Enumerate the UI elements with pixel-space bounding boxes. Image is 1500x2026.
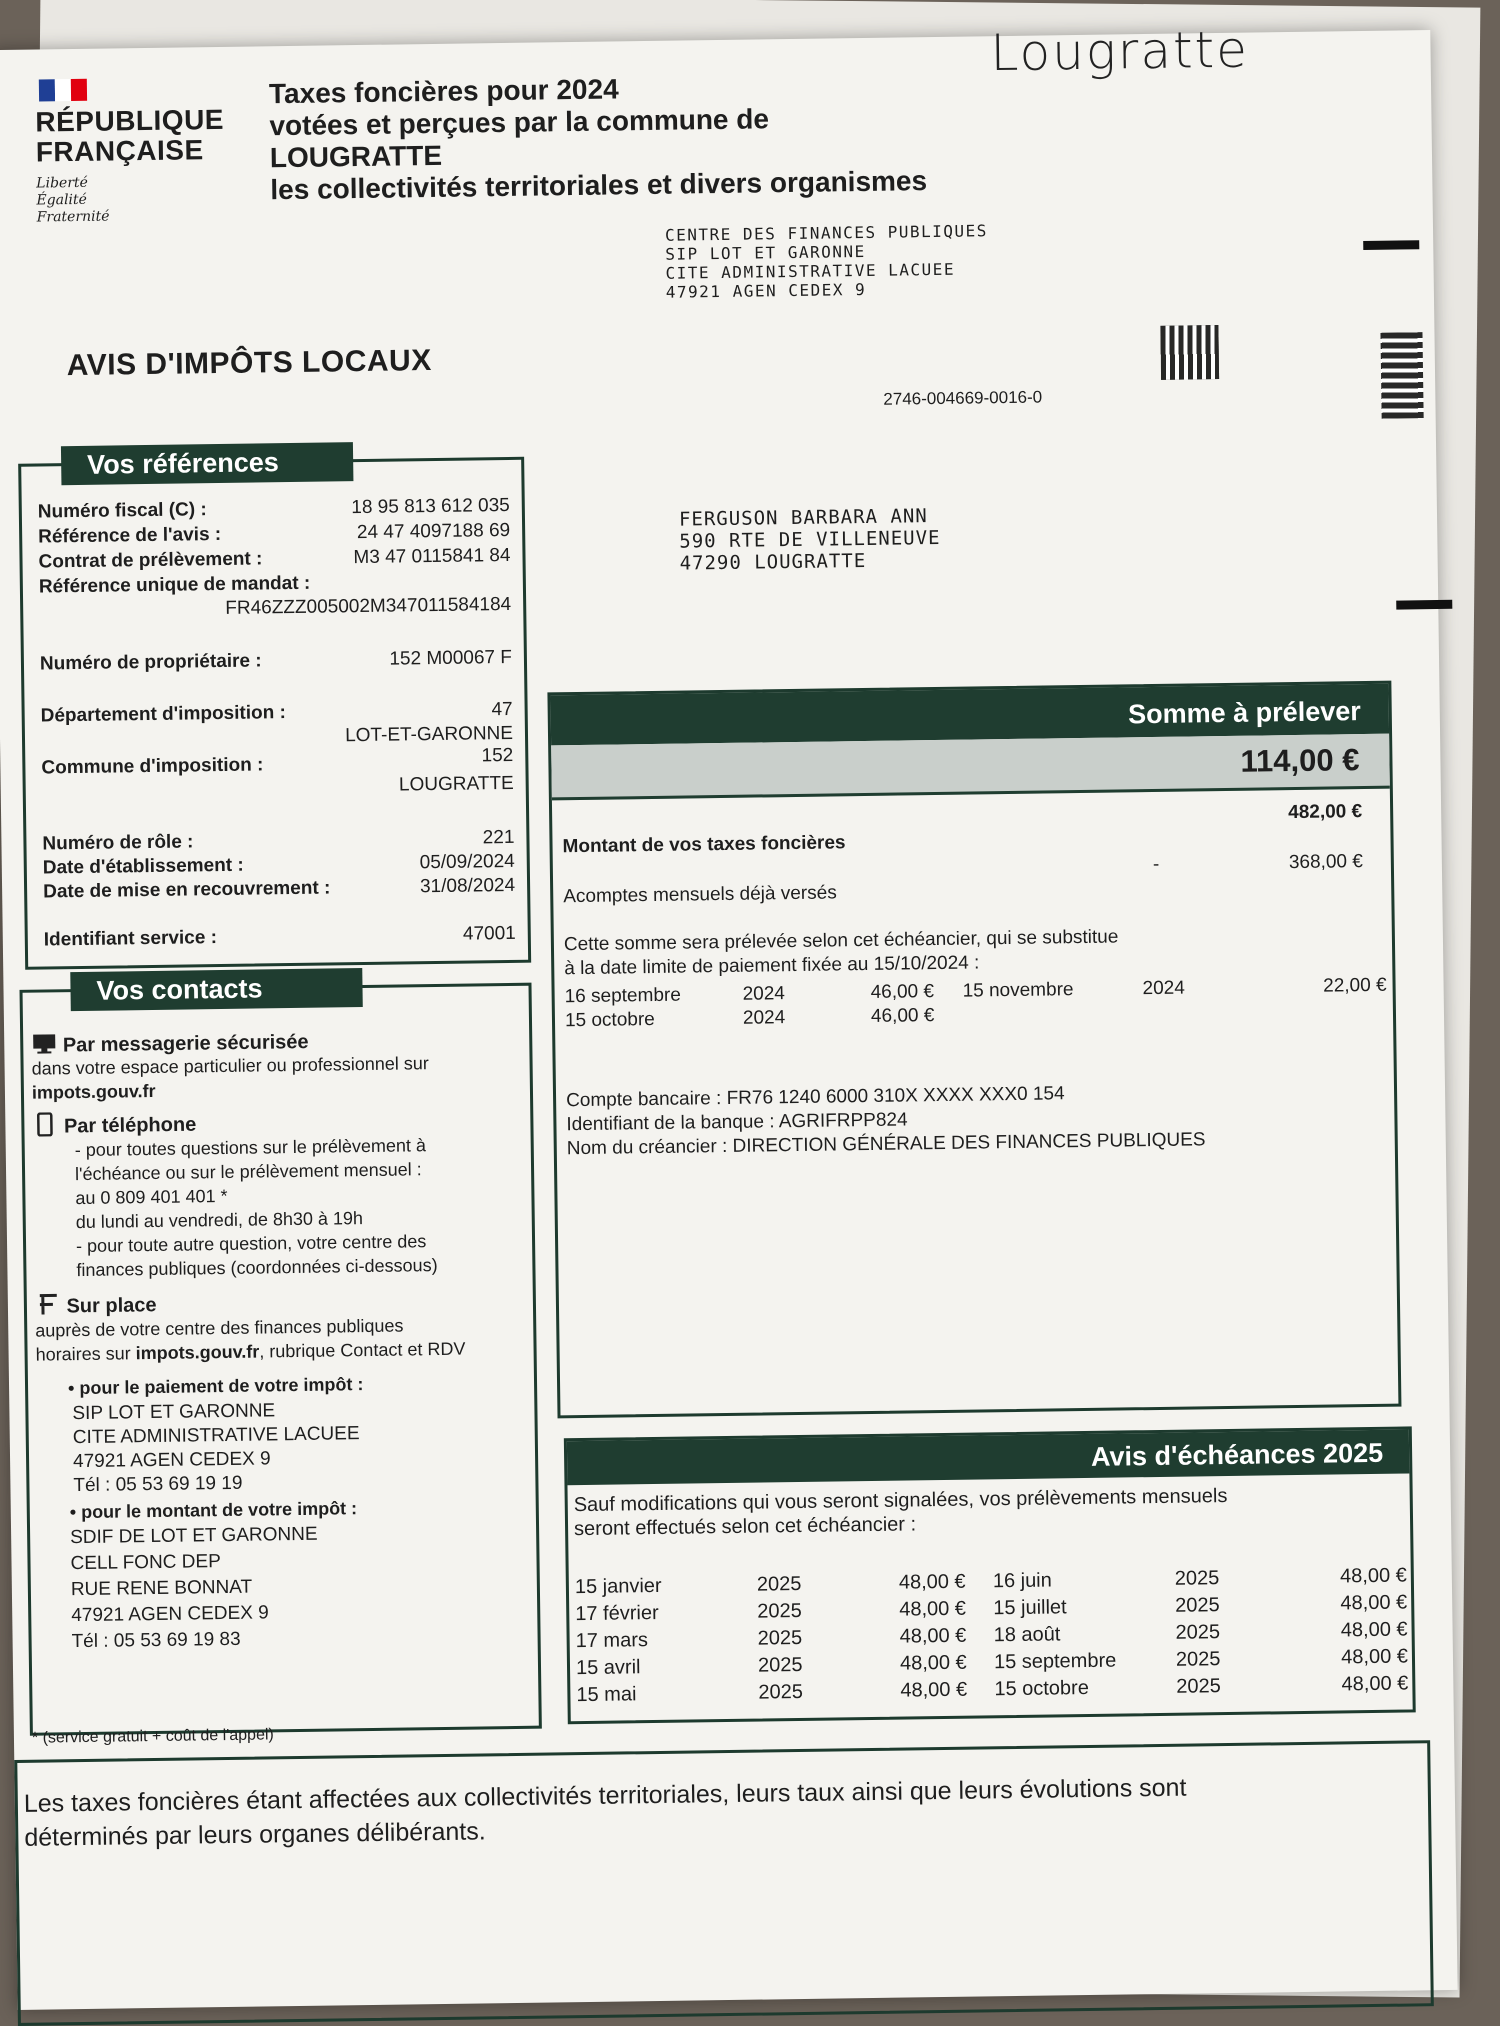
role-value: 221 [482, 826, 515, 849]
departement-label: Département d'imposition : [40, 702, 287, 727]
echeance-amount: 48,00 € [899, 1624, 967, 1648]
montant-line-1: SDIF DE LOT ET GARONNE [70, 1523, 318, 1549]
tax-notice-page [0, 20, 1458, 2010]
messagerie-heading: Par messagerie sécurisée [31, 1026, 517, 1061]
echeance-amount: 48,00 € [1341, 1645, 1409, 1669]
commune-label: Commune d'imposition : [41, 754, 264, 779]
service-value: 47001 [462, 922, 516, 945]
taxes-value: 482,00 € [1288, 801, 1363, 824]
montant-line-4: 47921 AGEN CEDEX 9 [71, 1602, 269, 1627]
minus-sign: - [1152, 853, 1160, 875]
echeances-title: Avis d'échéances 2025 [567, 1429, 1410, 1485]
sur-place-horaires: horaires sur impots.gouv.fr, rubrique Contact et RDV [35, 1338, 466, 1365]
document-heading: Taxes foncières pour 2024 votées et perçues par la commune de LOUGRATTE les collectivités territoriales et divers organismes [268, 73, 928, 206]
messagerie-text: dans votre espace particulier ou professionnel sur [31, 1053, 429, 1079]
etablissement-value: 05/09/2024 [419, 850, 515, 874]
mandat-label: Référence unique de mandat : [38, 572, 311, 598]
echeance-amount: 48,00 € [1340, 1618, 1408, 1642]
echeance-date: 15 janvier [574, 1574, 662, 1599]
printer-mark [1396, 600, 1452, 610]
montant-phone: Tél : 05 53 69 19 83 [71, 1628, 241, 1653]
numero-fiscal-label: Numéro fiscal (C) : [37, 499, 207, 523]
printer-mark [1363, 240, 1419, 250]
echeance-year: 2025 [1175, 1648, 1221, 1671]
somme-panel [547, 681, 1401, 1419]
contrat-value: M3 47 0115841 84 [353, 544, 511, 569]
echeance-date: 17 mars [575, 1629, 649, 1653]
echeance-date: 15 octobre [994, 1676, 1090, 1701]
echeance-amount: 48,00 € [899, 1651, 967, 1675]
datamatrix-code [1160, 325, 1219, 380]
acomptes-value: 368,00 € [1288, 851, 1363, 874]
ref-avis-label: Référence de l'avis : [38, 523, 222, 548]
recouvrement-label: Date de mise en recouvrement : [42, 877, 331, 903]
contacts-panel [20, 973, 542, 1736]
paiement-line-2: CITE ADMINISTRATIVE LACUEE [72, 1423, 360, 1449]
impots-link[interactable]: impots.gouv.fr [31, 1080, 156, 1103]
echeancier-sentence-1: Cette somme sera prélevée selon cet échéancier, qui se substitue [563, 926, 1119, 956]
somme-amount: 114,00 € [551, 734, 1390, 801]
schedule-amount: 46,00 € [870, 1005, 935, 1027]
departement-name: LOT-ET-GARONNE [344, 722, 514, 747]
references-title: Vos références [61, 442, 354, 485]
footnote: * (service gratuit + coût de l'appel) [31, 1726, 274, 1747]
footer-panel [14, 1740, 1434, 2026]
phone-icon [32, 1112, 58, 1142]
echeance-date: 15 avril [575, 1656, 641, 1680]
echeance-date: 15 mai [576, 1683, 637, 1707]
echeance-date: 16 juin [992, 1569, 1052, 1593]
numero-fiscal-value: 18 95 813 612 035 [351, 494, 510, 519]
echeance-amount: 48,00 € [898, 1570, 966, 1594]
departement-code: 47 [491, 698, 513, 721]
echeance-amount: 48,00 € [1339, 1564, 1407, 1588]
echeance-year: 2025 [1174, 1567, 1220, 1590]
echeances-intro-2: seront effectués selon cet échéancier : [573, 1513, 917, 1541]
acomptes-label: Acomptes mensuels déjà versés [563, 882, 837, 908]
commune-code: 152 [481, 744, 514, 767]
echeance-date: 18 août [993, 1623, 1061, 1647]
telephone-number: au 0 809 401 401 * [75, 1185, 228, 1209]
proprietaire-label: Numéro de propriétaire : [39, 650, 262, 675]
etablissement-label: Date d'établissement : [42, 854, 244, 879]
somme-title: Somme à prélever [550, 684, 1389, 746]
echeance-year: 2025 [757, 1653, 803, 1677]
echeance-year: 2025 [1175, 1621, 1221, 1644]
echeance-date: 15 septembre [993, 1649, 1117, 1674]
montant-line-3: RUE RENE BONNAT [70, 1576, 253, 1601]
recouvrement-value: 31/08/2024 [419, 874, 516, 898]
french-flag-logo [39, 79, 89, 102]
identifiant-banque: Identifiant de la banque : AGRIFRPP824 [566, 1109, 908, 1136]
references-panel [18, 447, 531, 970]
echeance-year: 2025 [1176, 1675, 1222, 1698]
echeance-amount: 48,00 € [899, 1597, 967, 1621]
compte-bancaire: Compte bancaire : FR76 1240 6000 310X XXXX XXX0 154 [565, 1083, 1065, 1112]
handwritten-note: Lougratte [990, 20, 1250, 83]
paiement-heading: • pour le paiement de votre impôt : [67, 1374, 364, 1399]
sur-place-text: auprès de votre centre des finances publiques [35, 1315, 404, 1341]
role-label: Numéro de rôle : [42, 831, 194, 855]
echeancier-sentence-2: à la date limite de paiement fixée au 15/10/2024 : [564, 952, 980, 980]
taxes-label: Montant de vos taxes foncières [562, 832, 846, 858]
echeance-amount: 48,00 € [1341, 1672, 1409, 1696]
contacts-title: Vos contacts [70, 968, 363, 1011]
telephone-text-1: - pour toutes questions sur le prélèvement à [74, 1135, 427, 1161]
service-label: Identifiant service : [43, 927, 218, 951]
footer-text: Les taxes foncières étant affectées aux collectivités territoriales, leurs taux ainsi que leurs évolutions sont déterminés par leurs organes délibérants. [23, 1773, 1187, 1852]
echeance-amount: 48,00 € [900, 1678, 968, 1702]
montant-line-2: CELL FONC DEP [70, 1551, 221, 1575]
schedule-date: 16 septembre [564, 984, 681, 1008]
schedule-year: 2024 [742, 1007, 786, 1029]
schedule-year: 2024 [742, 983, 786, 1005]
echeance-date: 15 juillet [993, 1596, 1067, 1620]
commune-name: LOUGRATTE [398, 772, 514, 796]
schedule-amount: 46,00 € [870, 981, 935, 1003]
paiement-line-3: 47921 AGEN CEDEX 9 [72, 1448, 271, 1473]
paiement-phone: Tél : 05 53 69 19 19 [73, 1472, 243, 1497]
echeance-year: 2025 [758, 1680, 804, 1704]
mandat-value: FR46ZZZ005002M347011584184 [225, 593, 512, 619]
echeance-amount: 48,00 € [1340, 1591, 1408, 1615]
paiement-line-1: SIP LOT ET GARONNE [72, 1400, 276, 1425]
impots-link-2[interactable]: impots.gouv.fr [135, 1341, 260, 1364]
echeance-year: 2025 [1175, 1594, 1220, 1617]
telephone-heading: Par téléphone [32, 1106, 518, 1143]
tax-office-address: CENTRE DES FINANCES PUBLIQUES SIP LOT ET GARONNE CITE ADMINISTRATIVE LACUEE 47921 AGEN CEDEX 9 [664, 221, 988, 302]
schedule-date: 15 novembre [962, 979, 1074, 1002]
contrat-label: Contrat de prélèvement : [38, 548, 263, 573]
echeances-panel [564, 1426, 1416, 1724]
echeance-date: 17 février [575, 1601, 659, 1626]
echeance-year: 2025 [757, 1626, 803, 1650]
page-title: AVIS D'IMPÔTS LOCAUX [66, 344, 432, 383]
side-barcode [1380, 332, 1423, 419]
document-code: 2746-004669-0016-0 [883, 387, 1043, 409]
sur-place-heading: Sur place [35, 1286, 521, 1323]
ref-avis-value: 24 47 4097188 69 [356, 519, 511, 544]
devise: Liberté Égalité Fraternité [36, 174, 110, 226]
nom-creancier: Nom du créancier : DIRECTION GÉNÉRALE DES FINANCES PUBLIQUES [566, 1129, 1206, 1160]
montant-heading: • pour le montant de votre impôt : [69, 1498, 358, 1523]
proprietaire-value: 152 M00067 F [389, 646, 513, 670]
echeance-year: 2025 [757, 1599, 802, 1623]
schedule-amount: 22,00 € [1323, 974, 1387, 997]
telephone-text-2: l'échéance ou sur le prélèvement mensuel : [74, 1159, 422, 1185]
schedule-year: 2024 [1142, 977, 1186, 1000]
telephone-text-3: - pour toute autre question, votre centre des [75, 1231, 427, 1257]
recipient-address: FERGUSON BARBARA ANN 590 RTE DE VILLENEUVE 47290 LOUGRATTE [678, 505, 941, 575]
telephone-hours: du lundi au vendredi, de 8h30 à 19h [75, 1208, 364, 1233]
schedule-date: 15 octobre [564, 1008, 655, 1032]
echeances-intro-1: Sauf modifications qui vous seront signalées, vos prélèvements mensuels [573, 1485, 1228, 1517]
republique-francaise-logo: RÉPUBLIQUE FRANÇAISE [35, 103, 225, 168]
telephone-text-4: finances publiques (coordonnées ci-dessous) [76, 1255, 438, 1281]
echeance-year: 2025 [756, 1572, 802, 1596]
